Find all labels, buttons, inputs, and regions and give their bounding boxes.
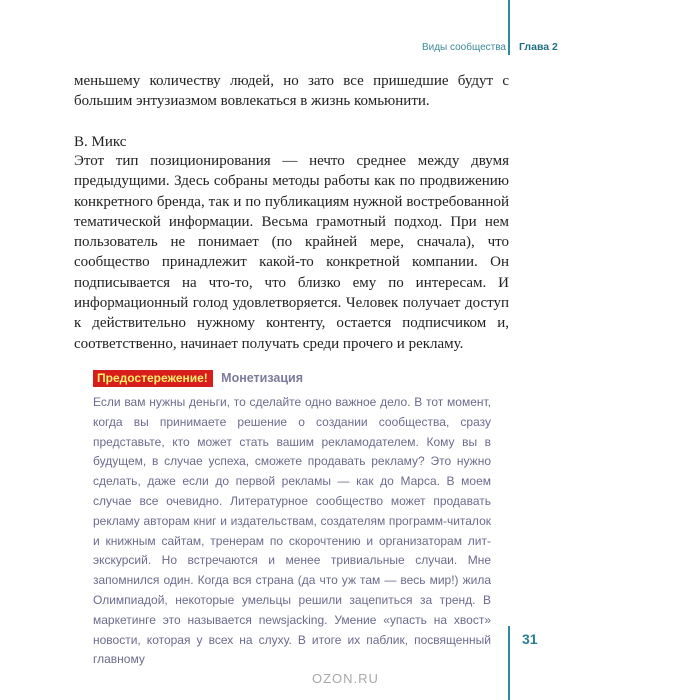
callout-text: Если вам нужны деньги, то сделайте одно важное дело. В тот момент, когда вы принимаете решение о создании сообщества, сразу представьте, кто может стать вашим рекламодателем. Кому вы в будущем, в случае успеха, сможете продавать рекламу? Это нужно сделать, даже если до первой рекламы — как до Марса. В моем случае все очевидно. Литературное сообщество может продавать рекламу авторам книг и издательствам, создателям программ-читалок и книжным сайтам, тренерам по скорочтению и организаторам лит-экскурсий. Но встречаются и менее тривиальные случаи. Мне запомнился один. Когда вся страна (да что уж там — весь мир!) жила Олимпиадой, некоторые умельцы решили зацепиться за тренд. В маркетинге это называется newsjacking. Умение «упасть на хвост» новости, которая у всех на слуху. В итоге их паблик, посвященный главному (93, 395, 491, 667)
warning-badge: Предостережение! (93, 370, 213, 387)
header-rule (508, 0, 510, 55)
paragraph-mix: Этот тип позиционирования — нечто среднее между двумя предыдущими. Здесь собраны методы работы как по продвижению конкретного бренда, так и по публикациям нужной востребованной тематической информации. Весьма грамотный подход. При нем пользователь не понимает (по крайней мере, сначала), что сообщество принадлежит какой-то конкретной компании. Он подписывается на что-то, что близко ему по интересам. И информационный голод удовлетворяется. Человек получает доступ к действительно нужному контенту, остается подписчиком и, соответственно, начинает получать среди прочего и рекламу. (74, 153, 509, 352)
callout-header (93, 370, 491, 389)
watermark: OZON.RU (312, 671, 379, 686)
warning-callout (93, 370, 491, 670)
callout-title: Монетизация (221, 371, 304, 385)
running-head-chapter: Глава 2 (519, 41, 558, 53)
subheading-mix: B. Микс (74, 134, 127, 150)
page-number: 31 (522, 631, 538, 647)
running-head-section: Виды сообщества (421, 42, 506, 53)
footer-rule (508, 626, 510, 700)
paragraph-continuation: меньшему количеству людей, но зато все пришедшие будут с большим энтузиазмом вовлекаться в жизнь комьюнити. (74, 73, 509, 110)
